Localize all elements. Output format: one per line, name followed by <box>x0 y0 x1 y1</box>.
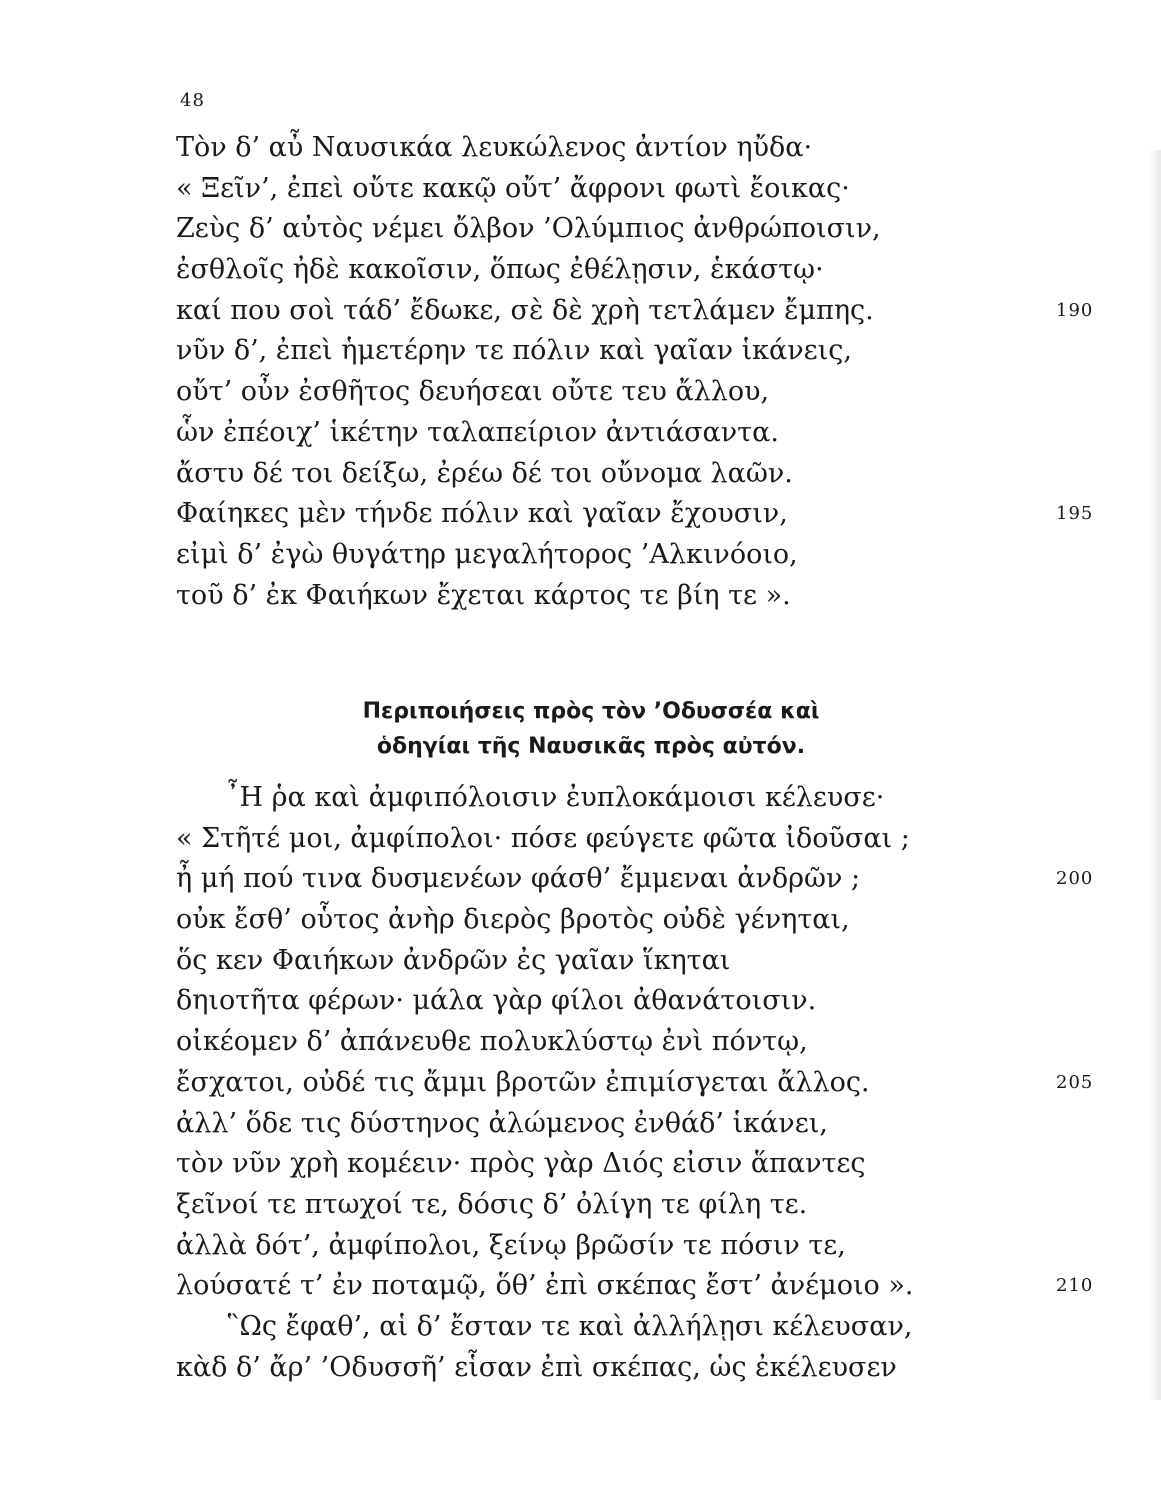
verse-line <box>176 1266 1106 1307</box>
verse-text: τοῦ δ’ ἐκ Φαιήκων ἔχεται κάρτος τε βίη τε ». <box>176 579 791 611</box>
verse-text: ἦ μή πού τινα δυσμενέων φάσθ’ ἔμμεναι ἀνδρῶν ; <box>176 863 861 895</box>
verse-line <box>176 778 1106 819</box>
verse-text: κὰδ δ’ ἄρ’ ’Οδυσσῆ’ εἷσαν ἐπὶ σκέπας, ὡς ἐκέλευσεν <box>176 1351 897 1383</box>
verse-line <box>176 128 1106 169</box>
line-number: 205 <box>1056 1071 1094 1093</box>
verse-line <box>176 1022 1106 1063</box>
page-number: 48 <box>180 90 205 111</box>
verse-text: Τὸν δ’ αὖ Ναυσικάα λευκώλενος ἀντίον ηὔδα· <box>176 132 813 163</box>
verse-text: ἔσχατοι, οὐδέ τις ἄμμι βροτῶν ἐπιμίσγεται ἄλλος. <box>176 1066 870 1098</box>
verse-text: ὅς κεν Φαιήκων ἀνδρῶν ἐς γαῖαν ἵκηται <box>176 944 731 976</box>
verse-line <box>176 535 1106 576</box>
verse-line <box>176 1348 1106 1389</box>
line-number: 190 <box>1056 299 1094 321</box>
verse-line <box>176 1144 1106 1185</box>
verse-text: ἄστυ δέ τοι δείξω, ἐρέω δέ τοι οὔνομα λαῶν. <box>176 457 793 489</box>
verse-text: ἀλλ’ ὅδε τις δύστηνος ἀλώμενος ἐνθάδ’ ἱκάνει, <box>176 1107 828 1139</box>
verse-text: καί που σοὶ τάδ’ ἔδωκε, σὲ δὲ χρὴ τετλάμεν ἔμπης. <box>176 294 874 326</box>
verse-line <box>176 454 1106 495</box>
verse-text: τὸν νῦν χρὴ κομέειν· πρὸς γὰρ Διός εἰσιν ἅπαντες <box>176 1148 866 1180</box>
verse-line <box>176 819 1106 860</box>
page-edge-shadow <box>1149 150 1161 1400</box>
verse-text: ἀλλὰ δότ’, ἀμφίπολοι, ξείνῳ βρῶσίν τε πόσιν τε, <box>176 1229 846 1261</box>
verse-text: ῝Ως ἔφαθ’, αἱ δ’ ἔσταν τε καὶ ἀλλήλῃσι κέλευσαν, <box>226 1310 913 1342</box>
verse-line <box>176 331 1106 372</box>
verse-text: ἐσθλοῖς ἠδὲ κακοῖσιν, ὅπως ἐθέλῃσιν, ἑκάστῳ· <box>176 254 824 286</box>
verse-line <box>176 169 1106 210</box>
heading-line-1: Περιποιήσεις πρὸς τὸν ’Οδυσσέα καὶ <box>362 699 820 724</box>
verse-line <box>176 372 1106 413</box>
verse-line <box>176 576 1106 617</box>
verse-line <box>176 291 1106 332</box>
verse-text: οὐκ ἔσθ’ οὗτος ἀνὴρ διερὸς βροτὸς οὐδὲ γένηται, <box>176 904 850 936</box>
verse-text: Φαίηκες μὲν τήνδε πόλιν καὶ γαῖαν ἔχουσιν, <box>176 498 788 530</box>
verse-text: « Στῆτέ μοι, ἀμφίπολοι· πόσε φεύγετε φῶτα ἰδοῦσαι ; <box>176 822 910 854</box>
verse-line <box>176 900 1106 941</box>
verse-text: λούσατέ τ’ ἐν ποταμῷ, ὅθ’ ἐπὶ σκέπας ἔστ’ ἀνέμοιο ». <box>176 1270 914 1302</box>
line-number: 200 <box>1056 868 1094 890</box>
verse-line <box>176 1104 1106 1145</box>
verse-line <box>176 1307 1106 1348</box>
verse-line <box>176 941 1106 982</box>
verse-text: « Ξεῖν’, ἐπεὶ οὔτε κακῷ οὔτ’ ἄφρονι φωτὶ ἔοικας· <box>176 172 850 204</box>
verse-line <box>176 1226 1106 1267</box>
line-number: 195 <box>1056 503 1094 525</box>
verse-text: οἰκέομεν δ’ ἀπάνευθε πολυκλύστῳ ἐνὶ πόντῳ, <box>176 1026 808 1058</box>
line-number: 210 <box>1056 1275 1094 1297</box>
section-heading <box>176 694 1006 764</box>
verse-line <box>176 209 1106 250</box>
verse-line <box>176 494 1106 535</box>
verse-text: Ζεὺς δ’ αὐτὸς νέμει ὄλβον ’Ολύμπιος ἀνθρώποισιν, <box>176 213 881 245</box>
verse-block-1 <box>176 128 1106 616</box>
verse-text: ὧν ἐπέοιχ’ ἱκέτην ταλαπείριον ἀντιάσαντα. <box>176 416 779 448</box>
verse-text: δηιοτῆτα φέρων· μάλα γὰρ φίλοι ἀθανάτοισιν. <box>176 985 817 1017</box>
verse-text: νῦν δ’, ἐπεὶ ἡμετέρην τε πόλιν καὶ γαῖαν ἱκάνεις, <box>176 335 852 367</box>
verse-line <box>176 413 1106 454</box>
verse-text: εἰμὶ δ’ ἐγὼ θυγάτηρ μεγαλήτορος ’Αλκινόοιο, <box>176 538 798 570</box>
verse-line <box>176 250 1106 291</box>
verse-text: ῏Η ῥα καὶ ἀμφιπόλοισιν ἐυπλοκάμοισι κέλευσε· <box>226 782 885 813</box>
verse-line <box>176 1063 1106 1104</box>
verse-line <box>176 1185 1106 1226</box>
heading-line-2: ὁδηγίαι τῆς Ναυσικᾶς πρὸς αὐτόν. <box>376 734 806 759</box>
verse-block-2 <box>176 778 1106 1388</box>
verse-text: οὔτ’ οὖν ἐσθῆτος δευήσεαι οὔτε τευ ἄλλου, <box>176 376 770 408</box>
verse-line <box>176 981 1106 1022</box>
verse-text: ξεῖνοί τε πτωχοί τε, δόσις δ’ ὀλίγη τε φίλη τε. <box>176 1188 808 1220</box>
verse-line <box>176 859 1106 900</box>
